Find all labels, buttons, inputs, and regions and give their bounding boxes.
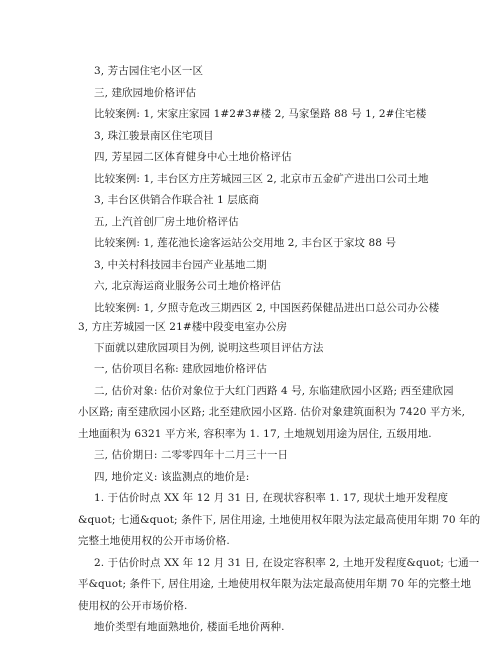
section-heading: 三, 建欣园地价格评估 xyxy=(94,87,197,99)
body-line: 3, 方庄芳城园一区 21#楼中段变电室办公房 xyxy=(78,321,288,333)
body-line: 比较案例: 1, 丰台区方庄芳城园三区 2, 北京市五金矿产进出口公司土地 xyxy=(94,173,429,185)
section-heading: 三, 估价期日: 二零零四年十二月三十一日 xyxy=(94,449,289,461)
body-line: 3, 芳古园住宅小区一区 xyxy=(94,65,204,77)
body-line: 地价类型有地面熟地价, 楼面毛地价两种. xyxy=(94,621,285,633)
body-line: 3, 丰台区供销合作联合社 1 层底商 xyxy=(94,194,260,206)
body-line: 完整土地使用权的公开市场价格. xyxy=(78,535,230,547)
body-line: &quot; 七通&quot; 条件下, 居住用途, 土地使用权年限为法定最高使用年期 70 年的 xyxy=(78,514,481,526)
section-heading: 四, 地价定义: 该监测点的地价是: xyxy=(94,471,250,483)
body-line: 比较案例: 1, 夕照寺危改三期西区 2, 中国医药保健品进出口总公司办公楼 xyxy=(94,302,440,314)
body-line: 2. 于估价时点 XX 年 12 月 31 日, 在设定容积率 2, 土地开发程度&quot; 七通一 xyxy=(94,557,480,569)
section-heading: 四, 芳星园二区体育健身中心土地价格评估 xyxy=(94,151,292,163)
body-line: 土地面积为 6321 平方米, 容积率为 1. 17, 土地规划用途为居住, 五级用地. xyxy=(78,428,432,440)
body-line: 比较案例: 1, 宋家庄家园 1#2#3#楼 2, 马家堡路 88 号 1, 2#住宅楼 xyxy=(94,108,427,120)
section-heading: 六, 北京海运商业服务公司土地价格评估 xyxy=(94,280,282,292)
body-line: 使用权的公开市场价格. xyxy=(78,600,188,612)
section-heading: 一, 估价项目名称: 建欣园地价格评估 xyxy=(94,363,267,375)
section-heading: 二, 估价对象: 估价对象位于大红门西路 4 号, 东临建欣园小区路; 西至建欣园 xyxy=(94,385,454,397)
body-line: 3, 珠江骏景南区住宅项目 xyxy=(94,130,214,142)
body-line: 3, 中关村科技园丰台园产业基地二期 xyxy=(94,259,267,271)
body-line: 比较案例: 1, 莲花池长途客运站公交用地 2, 丰台区于家坟 88 号 xyxy=(94,237,397,249)
body-line: 小区路; 南至建欣园小区路; 北至建欣园小区路. 估价对象建筑面积为 7420 平方米, xyxy=(78,406,466,418)
body-line: 1. 于估价时点 XX 年 12 月 31 日, 在现状容积率 1. 17, 现状土地开发程度 xyxy=(94,492,449,504)
section-heading: 五, 上汽首创厂房土地价格评估 xyxy=(94,216,239,228)
body-line: 平&quot; 条件下, 居住用途, 土地使用权年限为法定最高使用年期 70 年的完整土地 xyxy=(78,578,472,590)
body-line: 下面就以建欣园项目为例, 说明这些项目评估方法 xyxy=(94,342,324,354)
